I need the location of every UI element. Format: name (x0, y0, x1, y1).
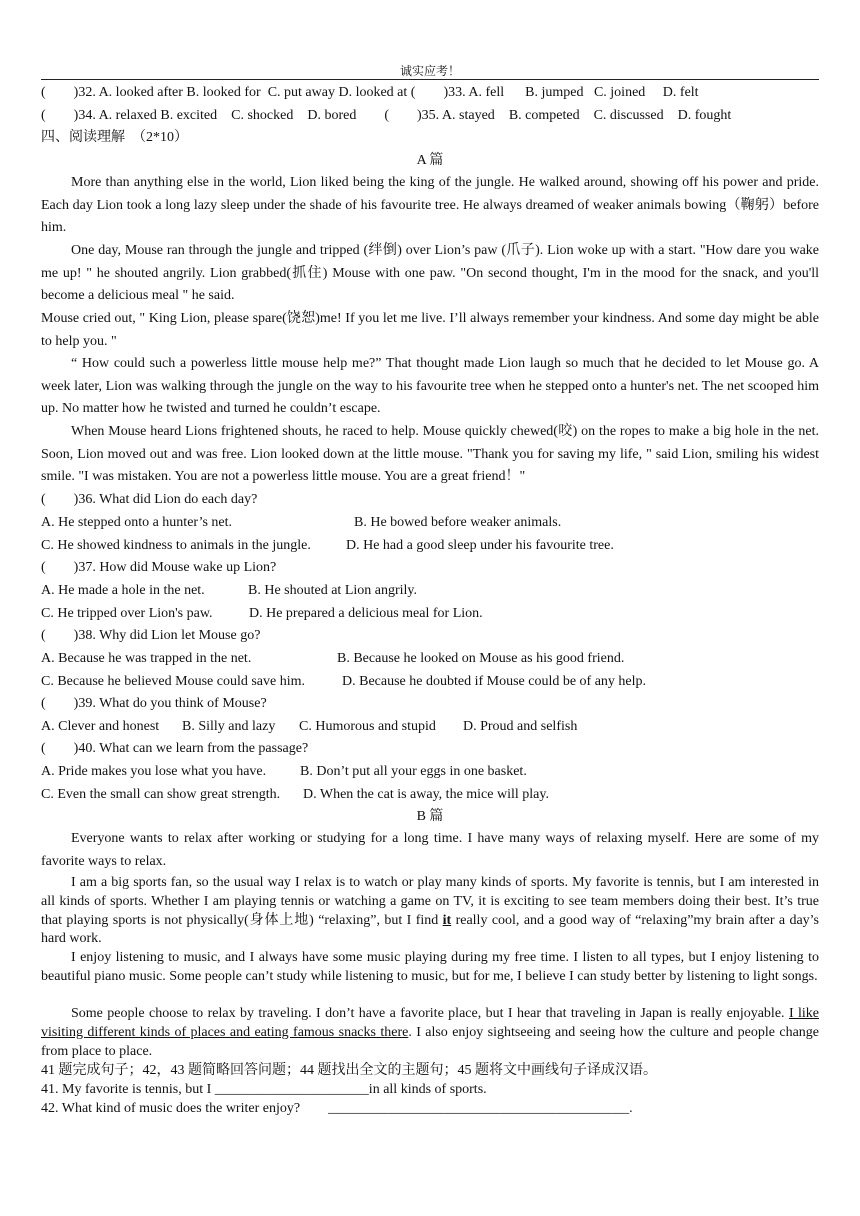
question-38-options-ab (41, 650, 819, 668)
question-40-stem: ( )40. What can we learn from the passage? (41, 741, 309, 756)
question-36-stem: ( )36. What did Lion do each day? (41, 492, 258, 507)
cloze-34-option-d: D. bored (307, 108, 357, 123)
question-39-option-a: A. Clever and honest (41, 719, 160, 734)
cloze-32-option-b: B. looked for (186, 85, 261, 100)
question-36-options-ab (41, 514, 819, 532)
question-38-option-a: A. Because he was trapped in the net. (41, 651, 252, 666)
question-38-option-c: C. Because he believed Mouse could save him. (41, 674, 305, 689)
question-42: 42. What kind of music does the writer enjoy? ___________________________________________. (41, 1101, 633, 1116)
cloze-stem-35: ( )35. (384, 108, 442, 123)
question-39-options (41, 718, 819, 736)
passage-a-paragraph-1: More than anything else in the world, Lion liked being the king of the jungle. He walked around, showing off his power and pride. Each day Lion took a long lazy sleep under the shade of his favourite tree. He always dreamed of weaker animals bowing（鞠躬）before him. (41, 175, 819, 236)
question-36-option-a: A. He stepped onto a hunter’s net. (41, 515, 233, 530)
cloze-32-option-d: D. looked at (338, 85, 408, 100)
passage-a-paragraph-3: Mouse cried out, " King Lion, please spare(饶恕)me! If you let me live. I’ll always remember your kindness. And some day might be able to help you. " (41, 311, 819, 349)
cloze-line-34-35 (41, 107, 819, 125)
underlined-sentence: I like visiting different kinds of places and eating famous snacks there (41, 1006, 819, 1040)
question-41: 41. My favorite is tennis, but I ______________________in all kinds of sports. (41, 1082, 487, 1097)
passage-b-paragraph-4 (41, 1005, 819, 1061)
question-40-option-c: C. Even the small can show great strength. (41, 787, 281, 802)
question-37-options-cd (41, 605, 819, 623)
question-39-option-c: C. Humorous and stupid (299, 719, 436, 734)
question-40-option-b: B. Don’t put all your eggs in one basket. (300, 764, 527, 779)
cloze-35-option-c: C. discussed (593, 108, 664, 123)
passage-b-paragraph-2-text-a: I am a big sports fan, so the usual way I relax is to watch or play many kinds of sports. My favorite is tennis, but I am interested in all kinds of sports. Whether I am playing tennis or watching a game on TV, it is exciting to see team members doing their best. It’s true that playing sports is not physically(身体上地) “relaxing”, but I find (41, 875, 819, 928)
question-36-options-cd (41, 537, 819, 555)
passage-a-paragraph-4: “ How could such a powerless little mouse help me?” That thought made Lion laugh so much that he decided to let Mouse go. A week later, Lion was walking through the jungle on the way to his favourite tree when he stepped onto a hunter's net. The net scooped him up. No matter how he twisted and turned he couldn’t escape. (41, 356, 819, 417)
question-37-option-b: B. He shouted at Lion angrily. (248, 583, 418, 598)
question-39-option-d: D. Proud and selfish (463, 719, 578, 734)
cloze-stem-34: ( )34. (41, 108, 99, 123)
question-36-option-d: D. He had a good sleep under his favourite tree. (346, 538, 614, 553)
question-38-options-cd (41, 673, 819, 691)
cloze-stem-33: ( )33. (410, 85, 469, 100)
section-4-title: 四、阅读理解 （2*10） (41, 130, 188, 145)
bold-underlined-word-it: it (442, 912, 452, 928)
cloze-33-option-a: A. fell (468, 85, 505, 100)
question-36-option-c: C. He showed kindness to animals in the jungle. (41, 538, 311, 553)
passage-b-paragraph-1: Everyone wants to relax after working or studying for a long time. I have many ways of relaxing myself. Here are some of my favorite ways to relax. (41, 831, 819, 869)
cloze-32-option-a: A. looked after (98, 85, 183, 100)
cloze-33-option-d: D. felt (662, 85, 699, 100)
question-38-stem: ( )38. Why did Lion let Mouse go? (41, 628, 261, 643)
passage-b-title: B 篇 (416, 809, 444, 824)
passage-b-paragraph-2-text-b: really cool, and a good way of “relaxing”my brain after a day’s hard work. (41, 912, 820, 947)
cloze-34-option-a: A. relaxed (98, 108, 157, 123)
question-40-option-d: D. When the cat is away, the mice will play. (303, 787, 549, 802)
passage-a-paragraph-2: One day, Mouse ran through the jungle and tripped (绊倒) over Lion’s paw (爪子). Lion woke up with a start. "How dare you wake me up! " he shouted angrily. Lion grabbed(抓住) Mouse with one paw. "On second thought, I'm in the mood for the snack, and you'll become a delicious meal " he said. (41, 243, 819, 304)
passage-b-paragraph-4-text-a: Some people choose to relax by traveling. I don’t have a favorite place, but I hear that traveling in Japan is really enjoyable. (71, 1006, 789, 1021)
cloze-line-32-33 (41, 84, 819, 102)
cloze-33-option-c: C. joined (593, 85, 646, 100)
cloze-35-option-a: A. stayed (441, 108, 495, 123)
header-rule (41, 79, 819, 80)
question-38-option-b: B. Because he looked on Mouse as his good friend. (337, 651, 625, 666)
question-37-option-a: A. He made a hole in the net. (41, 583, 205, 598)
passage-b-paragraph-2 (41, 874, 819, 949)
cloze-32-option-c: C. put away (267, 85, 335, 100)
passage-a-paragraph-5: When Mouse heard Lions frightened shouts, he raced to help. Mouse quickly chewed(咬) on the ropes to make a big hole in the net. Soon, Lion moved out and was free. Lion looked down at the little mouse. "Thank you for saving my life, " said Lion, smiling his widest smile. "I was mistaken. You are not a powerless little mouse. You are a great friend！" (41, 424, 819, 485)
cloze-35-option-d: D. fought (677, 108, 732, 123)
question-40-option-a: A. Pride makes you lose what you have. (41, 764, 267, 779)
passage-b-paragraph-4-text-b: . I also enjoy sightseeing and seeing how the culture and people change from place to place. (41, 1024, 819, 1059)
question-38-option-d: D. Because he doubted if Mouse could be of any help. (342, 674, 647, 689)
cloze-33-option-b: B. jumped (525, 85, 584, 100)
question-36-option-b: B. He bowed before weaker animals. (354, 515, 562, 530)
question-40-options-cd (41, 786, 819, 804)
question-37-options-ab (41, 582, 819, 600)
question-39-stem: ( )39. What do you think of Mouse? (41, 696, 267, 711)
cloze-35-option-b: B. competed (508, 108, 580, 123)
passage-a-title: A 篇 (416, 153, 444, 168)
part-b-instructions: 41 题完成句子；42，43 题简略回答问题；44 题找出全文的主题句；45 题将文中画线句子译成汉语。 (41, 1063, 657, 1078)
question-37-stem: ( )37. How did Mouse wake up Lion? (41, 560, 277, 575)
cloze-34-option-c: C. shocked (231, 108, 294, 123)
question-37-option-d: D. He prepared a delicious meal for Lion. (249, 606, 483, 621)
header-motto: 诚实应考！ (399, 64, 460, 78)
cloze-34-option-b: B. excited (160, 108, 218, 123)
question-37-option-c: C. He tripped over Lion's paw. (41, 606, 213, 621)
passage-b-paragraph-3: I enjoy listening to music, and I always have some music playing during my free time. I listen to all types, but I enjoy listening to beautiful piano music. Some people can’t study while listening to music, but for me, I believe I can study better by listening to light songs. (41, 950, 819, 984)
cloze-stem-32: ( )32. (41, 85, 99, 100)
question-40-options-ab (41, 763, 819, 781)
question-39-option-b: B. Silly and lazy (182, 719, 276, 734)
